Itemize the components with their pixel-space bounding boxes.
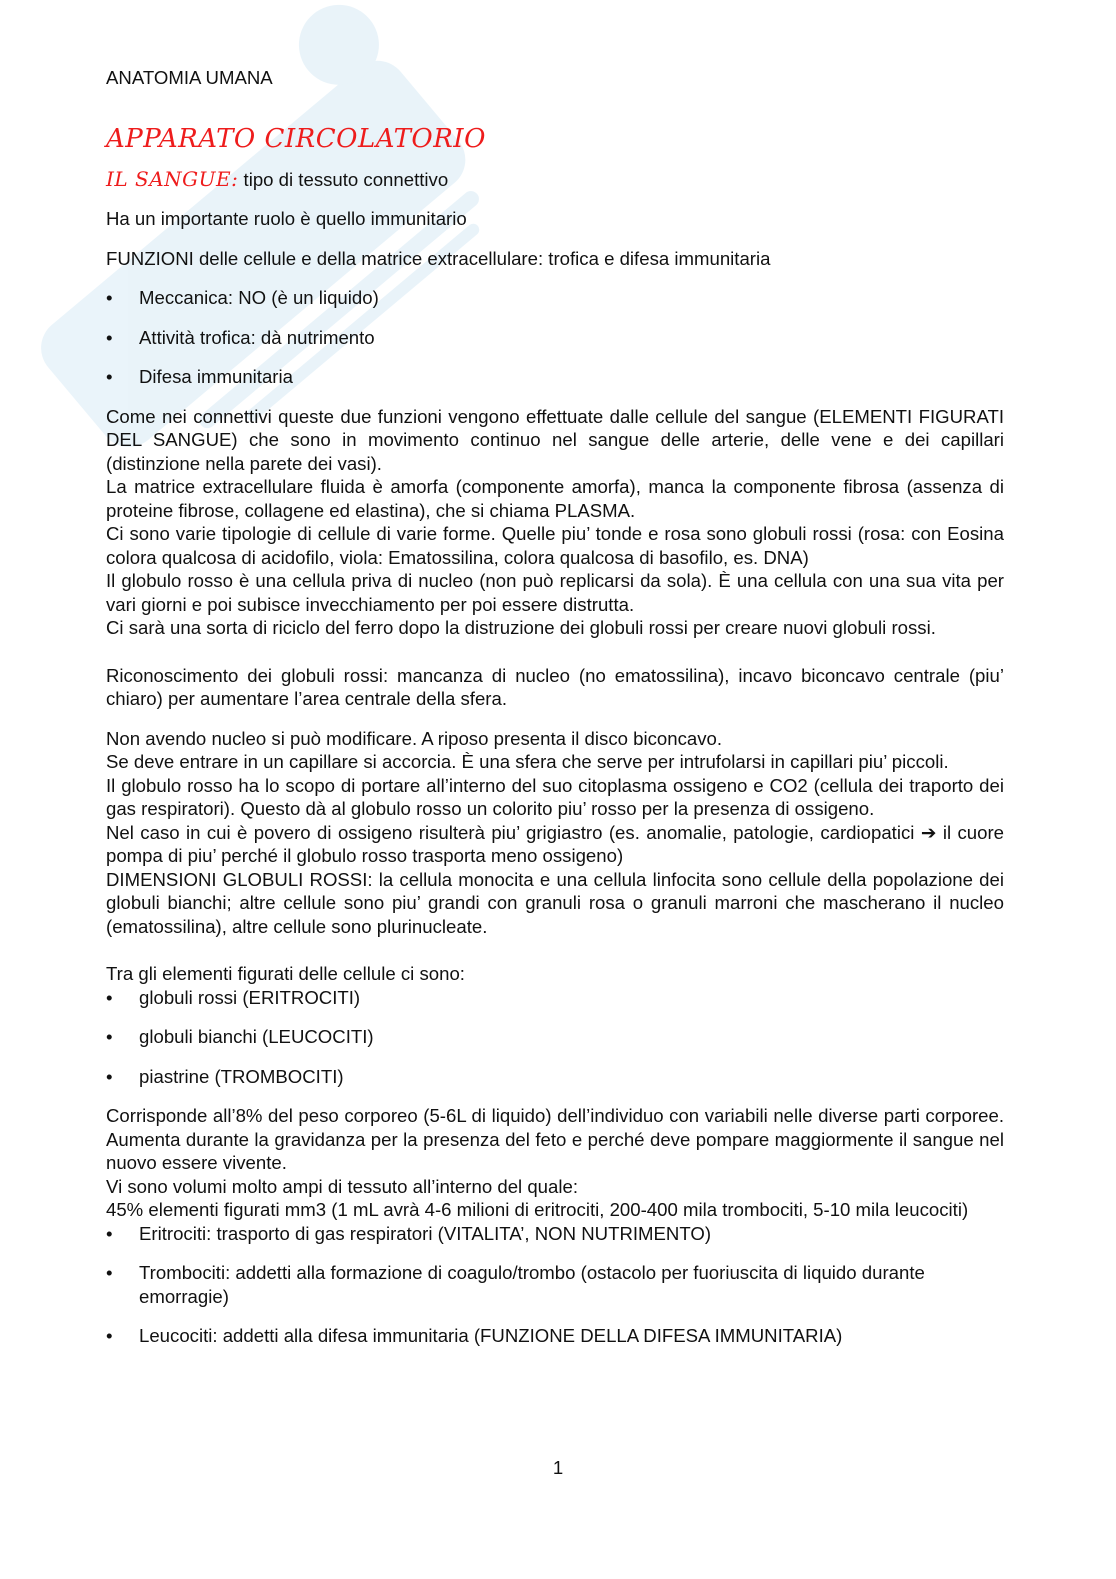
paragraph: Non avendo nucleo si può modificare. A riposo presenta il disco biconcavo. [106, 727, 723, 749]
list-item: • Eritrociti: trasporto di gas respiratori (VITALITA’, NON NUTRIMENTO) [106, 1222, 1004, 1246]
paragraph: Come nei connettivi queste due funzioni vengono effettuate dalle cellule del sangue (ELEMENTI FIGURATI DEL SANGUE) che sono in movimento continuo nel sangue delle arterie, delle vene e dei capillari (distinzione nella parete dei vasi). [106, 405, 1004, 474]
paragraph: Se deve entrare in un capillare si accorcia. È una sfera che serve per intrufolarsi in capillari piu’ piccoli. [106, 751, 949, 772]
list-item: • Trombociti: addetti alla formazione di coagulo/trombo (ostacolo per fuoriuscita di liquido durante emorragie) [106, 1261, 1004, 1308]
page-number: 1 [552, 1457, 564, 1478]
paragraph: Corrisponde all’8% del peso corporeo (5-6L di liquido) dell’individuo con variabili nelle diverse parti corporee. Aumenta durante la gravidanza per la presenza del feto e perché deve pompare maggiormente il sangue nel nuovo essere vivente. [106, 1105, 1004, 1173]
paragraph: Tra gli elementi figurati delle cellule ci sono: [106, 963, 465, 984]
section-heading-row [106, 168, 1004, 192]
functions-list [106, 286, 1004, 389]
list-item: • Meccanica: NO (è un liquido) [106, 286, 1004, 310]
paragraph: Il globulo rosso ha lo scopo di portare all’interno del suo citoplasma ossigeno e CO2 (cellula dei traporto dei gas respiratori). Questo dà al globulo rosso un colorito piu’ rosso per la presenza di ossigeno. [106, 774, 1004, 819]
paragraph: FUNZIONI delle cellule e della matrice extracellulare: trofica e difesa immunitaria [106, 247, 771, 269]
list-item: • Leucociti: addetti alla difesa immunitaria (FUNZIONE DELLA DIFESA IMMUNITARIA) [106, 1324, 1004, 1348]
section-heading: IL SANGUE: [106, 166, 239, 191]
paragraph: 45% elementi figurati mm3 (1 mL avrà 4-6 milioni di eritrociti, 200-400 mila trombociti, 5-10 mila leucociti) [106, 1199, 969, 1220]
list-item: • globuli bianchi (LEUCOCITI) [106, 1025, 1004, 1049]
list-item: • globuli rossi (ERITROCITI) [106, 986, 1004, 1010]
document-page [106, 66, 1004, 1364]
page-title: APPARATO CIRCOLATORIO [106, 123, 486, 154]
arrow-right-icon: ➔ [920, 821, 937, 843]
document-header: ANATOMIA UMANA [106, 67, 273, 88]
section-heading-rest: tipo di tessuto connettivo [238, 168, 449, 190]
elements-list [106, 986, 1004, 1089]
paragraph: Vi sono volumi molto ampi di tessuto all’interno del quale: [106, 1175, 578, 1197]
paragraph: Il globulo rosso è una cellula priva di nucleo (non può replicarsi da sola). È una cellula con una sua vita per vari giorni e poi subisce invecchiamento per poi essere distrutta. [106, 570, 1004, 615]
list-item: • Difesa immunitaria [106, 365, 1004, 389]
list-item: • piastrine (TROMBOCITI) [106, 1065, 1004, 1089]
paragraph-text: il cuore pompa di piu’ perché il globulo rosso trasporta meno ossigeno) [106, 821, 1004, 866]
paragraph-text: Nel caso in cui è povero di ossigeno risulterà piu’ grigiastro (es. anomalie, patologie, cardiopatici [106, 821, 921, 843]
paragraph: Ha un importante ruolo è quello immunitario [106, 208, 467, 229]
paragraph: La matrice extracellulare fluida è amorfa (componente amorfa), manca la componente fibrosa (assenza di proteine fibrose, collagene ed elastina), che si chiama PLASMA. [106, 476, 1004, 521]
list-item: • Attività trofica: dà nutrimento [106, 326, 1004, 350]
cells-function-list [106, 1222, 1004, 1348]
paragraph [106, 821, 1004, 868]
paragraph: Ci sono varie tipologie di cellule di varie forme. Quelle piu’ tonde e rosa sono globuli rossi (rosa: con Eosina colora qualcosa di acidofilo, viola: Ematossilina, colora qualcosa di basofilo, es. DNA) [106, 523, 1004, 568]
paragraph: Riconoscimento dei globuli rossi: mancanza di nucleo (no ematossilina), incavo biconcavo centrale (piu’ chiaro) per aumentare l’area centrale della sfera. [106, 664, 1004, 709]
paragraph: Ci sarà una sorta di riciclo del ferro dopo la distruzione dei globuli rossi per creare nuovi globuli rossi. [106, 617, 936, 638]
paragraph: DIMENSIONI GLOBULI ROSSI: la cellula monocita e una cellula linfocita sono cellule della popolazione dei globuli bianchi; altre cellule sono piu’ grandi con granuli rosa o granuli marroni che mascherano il nucleo (ematossilina), altre cellule sono plurinucleate. [106, 868, 1004, 937]
